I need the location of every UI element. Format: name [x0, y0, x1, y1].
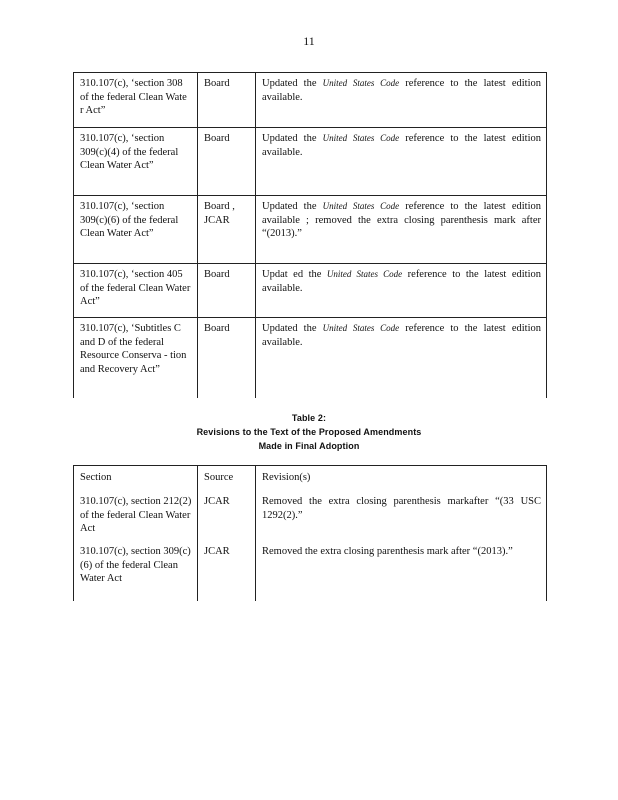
revision-cell: Removed the extra closing parenthesis mark after “(2013).”	[256, 541, 547, 601]
revision-text: Updated the	[262, 201, 317, 212]
revision-text: reference to the latest edition available ; removed the extra closing parenthesis mark after “(2013).”	[262, 201, 541, 239]
source-cell: Board	[198, 128, 256, 196]
revision-text: reference to the latest edition available.	[262, 269, 542, 294]
table-row	[74, 196, 547, 264]
revision-text: reference to the latest edition available.	[262, 133, 541, 158]
revision-text: Updat ed the	[262, 269, 322, 280]
code-citation: United States Code	[322, 78, 400, 88]
code-citation: United States Code	[322, 201, 400, 211]
revision-cell: Removed the extra closing parenthesis markafter “(33 USC 1292(2).”	[256, 491, 547, 541]
section-cell: 310.107(c), ‘section 405 of the federal Clean Water Act”	[74, 264, 198, 318]
revisions-table-continued	[73, 72, 547, 398]
revision-cell	[256, 196, 547, 264]
table-caption	[0, 411, 618, 453]
final-adoption-revisions-table	[73, 465, 547, 601]
header-revision: Revision(s)	[256, 466, 547, 492]
caption-title: Table 2:	[291, 413, 327, 423]
revision-cell	[256, 264, 547, 318]
revision-text: Updated the	[262, 323, 317, 334]
caption-line: Made in Final Adoption	[258, 441, 360, 451]
revision-text: Updated the	[262, 133, 317, 144]
source-cell: Board	[198, 264, 256, 318]
section-cell: 310.107(c), ‘section 308 of the federal Clean Wate r Act”	[74, 73, 198, 128]
code-citation: United States Code	[322, 323, 400, 333]
header-source: Source	[198, 466, 256, 492]
source-cell: Board	[198, 318, 256, 399]
section-cell: 310.107(c), ‘section 309(c)(6) of the federal Clean Water Act”	[74, 196, 198, 264]
table-row	[74, 491, 547, 541]
revision-cell	[256, 128, 547, 196]
section-cell: 310.107(c), ‘Subtitles C and D of the federal Resource Conserva - tion and Recovery Act”	[74, 318, 198, 399]
revision-text: Updated the	[262, 78, 317, 89]
source-cell: JCAR	[198, 541, 256, 601]
header-row	[74, 466, 547, 492]
page-number: 11	[303, 34, 315, 48]
code-citation: United States Code	[322, 133, 400, 143]
caption-line: Revisions to the Text of the Proposed Amendments	[196, 427, 422, 437]
section-cell: 310.107(c), section 212(2) of the federal Clean Water Act	[74, 491, 198, 541]
table-row	[74, 73, 547, 128]
source-cell: JCAR	[198, 491, 256, 541]
section-cell: 310.107(c), section 309(c)(6) of the federal Clean Water Act	[74, 541, 198, 601]
table-row	[74, 128, 547, 196]
revision-cell	[256, 318, 547, 399]
source-cell: Board	[198, 73, 256, 128]
table-row	[74, 318, 547, 399]
section-cell: 310.107(c), ‘section 309(c)(4) of the federal Clean Water Act”	[74, 128, 198, 196]
revision-text: reference to the latest edition available.	[262, 78, 541, 103]
revision-cell	[256, 73, 547, 128]
source-cell: Board , JCAR	[198, 196, 256, 264]
table-row	[74, 264, 547, 318]
revision-text: reference to the latest edition available.	[262, 323, 541, 348]
header-section: Section	[74, 466, 198, 492]
table-row	[74, 541, 547, 601]
code-citation: United States Code	[326, 269, 403, 279]
